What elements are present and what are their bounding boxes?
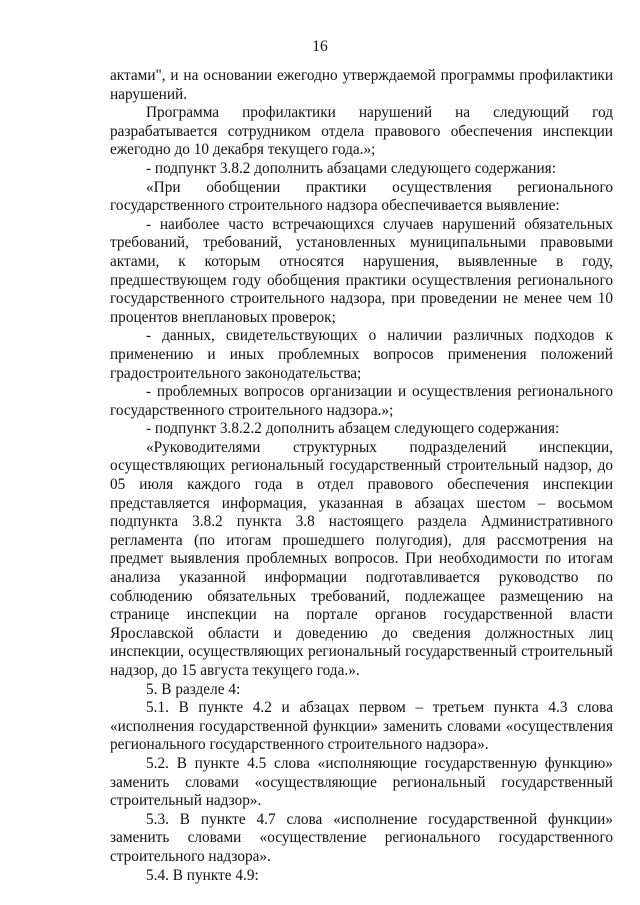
page-number: 16 [312,38,328,55]
paragraph: 5.3. В пункте 4.7 слова «исполнение государственной функции» заменить словами «осуществление регионального государственного строительного надзора». [110,810,613,865]
paragraph: 5.1. В пункте 4.2 и абзацах первом – третьем пункта 4.3 слова «исполнения государственной функции» заменить словами «осуществления регионального государственного строительного надзора». [110,699,613,754]
list-item: - проблемных вопросов организации и осуществления регионального государственного строительного надзора.»; [110,383,613,419]
paragraph: актами", и на основании ежегодно утверждаемой программы профилактики нарушений. [110,67,613,103]
paragraph: 5.2. В пункте 4.5 слова «исполняющие государственную функцию» заменить словами «осуществляющие региональный государственный строительный надзор». [110,754,613,810]
paragraph: «При обобщении практики осуществления регионального государственного строительного надзора обеспечивается выявление: [110,178,613,215]
section-heading: 5. В разделе 4: [146,680,241,698]
list-item: - подпункт 3.8.2 дополнить абзацами следующего содержания: [146,159,556,177]
document-body [110,67,613,885]
paragraph: «Руководителями структурных подразделений инспекции, осуществляющих региональный государственный строительный надзор, до 05 июля каждого года в отдел правового обеспечения инспекции представляется информация, указанная в абзацах шестом – восьмом подпункта 3.8.2 пункта 3.8 настоящего раздела Административного регламента (по итогам прошедшего полугодия), для рассмотрения на предмет выявления проблемных вопросов. При необходимости по итогам анализа указанной информации подготавливается руководство по соблюдению обязательных требований, подлежащее размещению на странице инспекции на портале органов государственной власти Ярославской области и доведению до сведения должностных лиц инспекции, осуществляющих региональный государственный строительный надзор, до 15 августа текущего года.». [110,438,613,679]
list-item: - подпункт 3.8.2.2 дополнить абзацем следующего содержания: [146,420,560,438]
paragraph: Программа профилактики нарушений на следующий год разрабатывается сотрудником отдела правового обеспечения инспекции ежегодно до 10 декабря текущего года.»; [110,104,613,159]
paragraph: 5.4. В пункте 4.9: [146,866,259,884]
list-item: - данных, свидетельствующих о наличии различных подходов к применению и иных проблемных вопросов применения положений градостроительного законодательства; [110,327,613,382]
list-item: - наиболее часто встречающихся случаев нарушений обязательных требований, требований, установленных муниципальными правовыми актами, к которым относятся нарушения, выявленные в году, предшествующем году обобщения практики осуществления регионального государственного строительного надзора, при проведении не менее чем 10 процентов внеплановых проверок; [110,215,613,326]
